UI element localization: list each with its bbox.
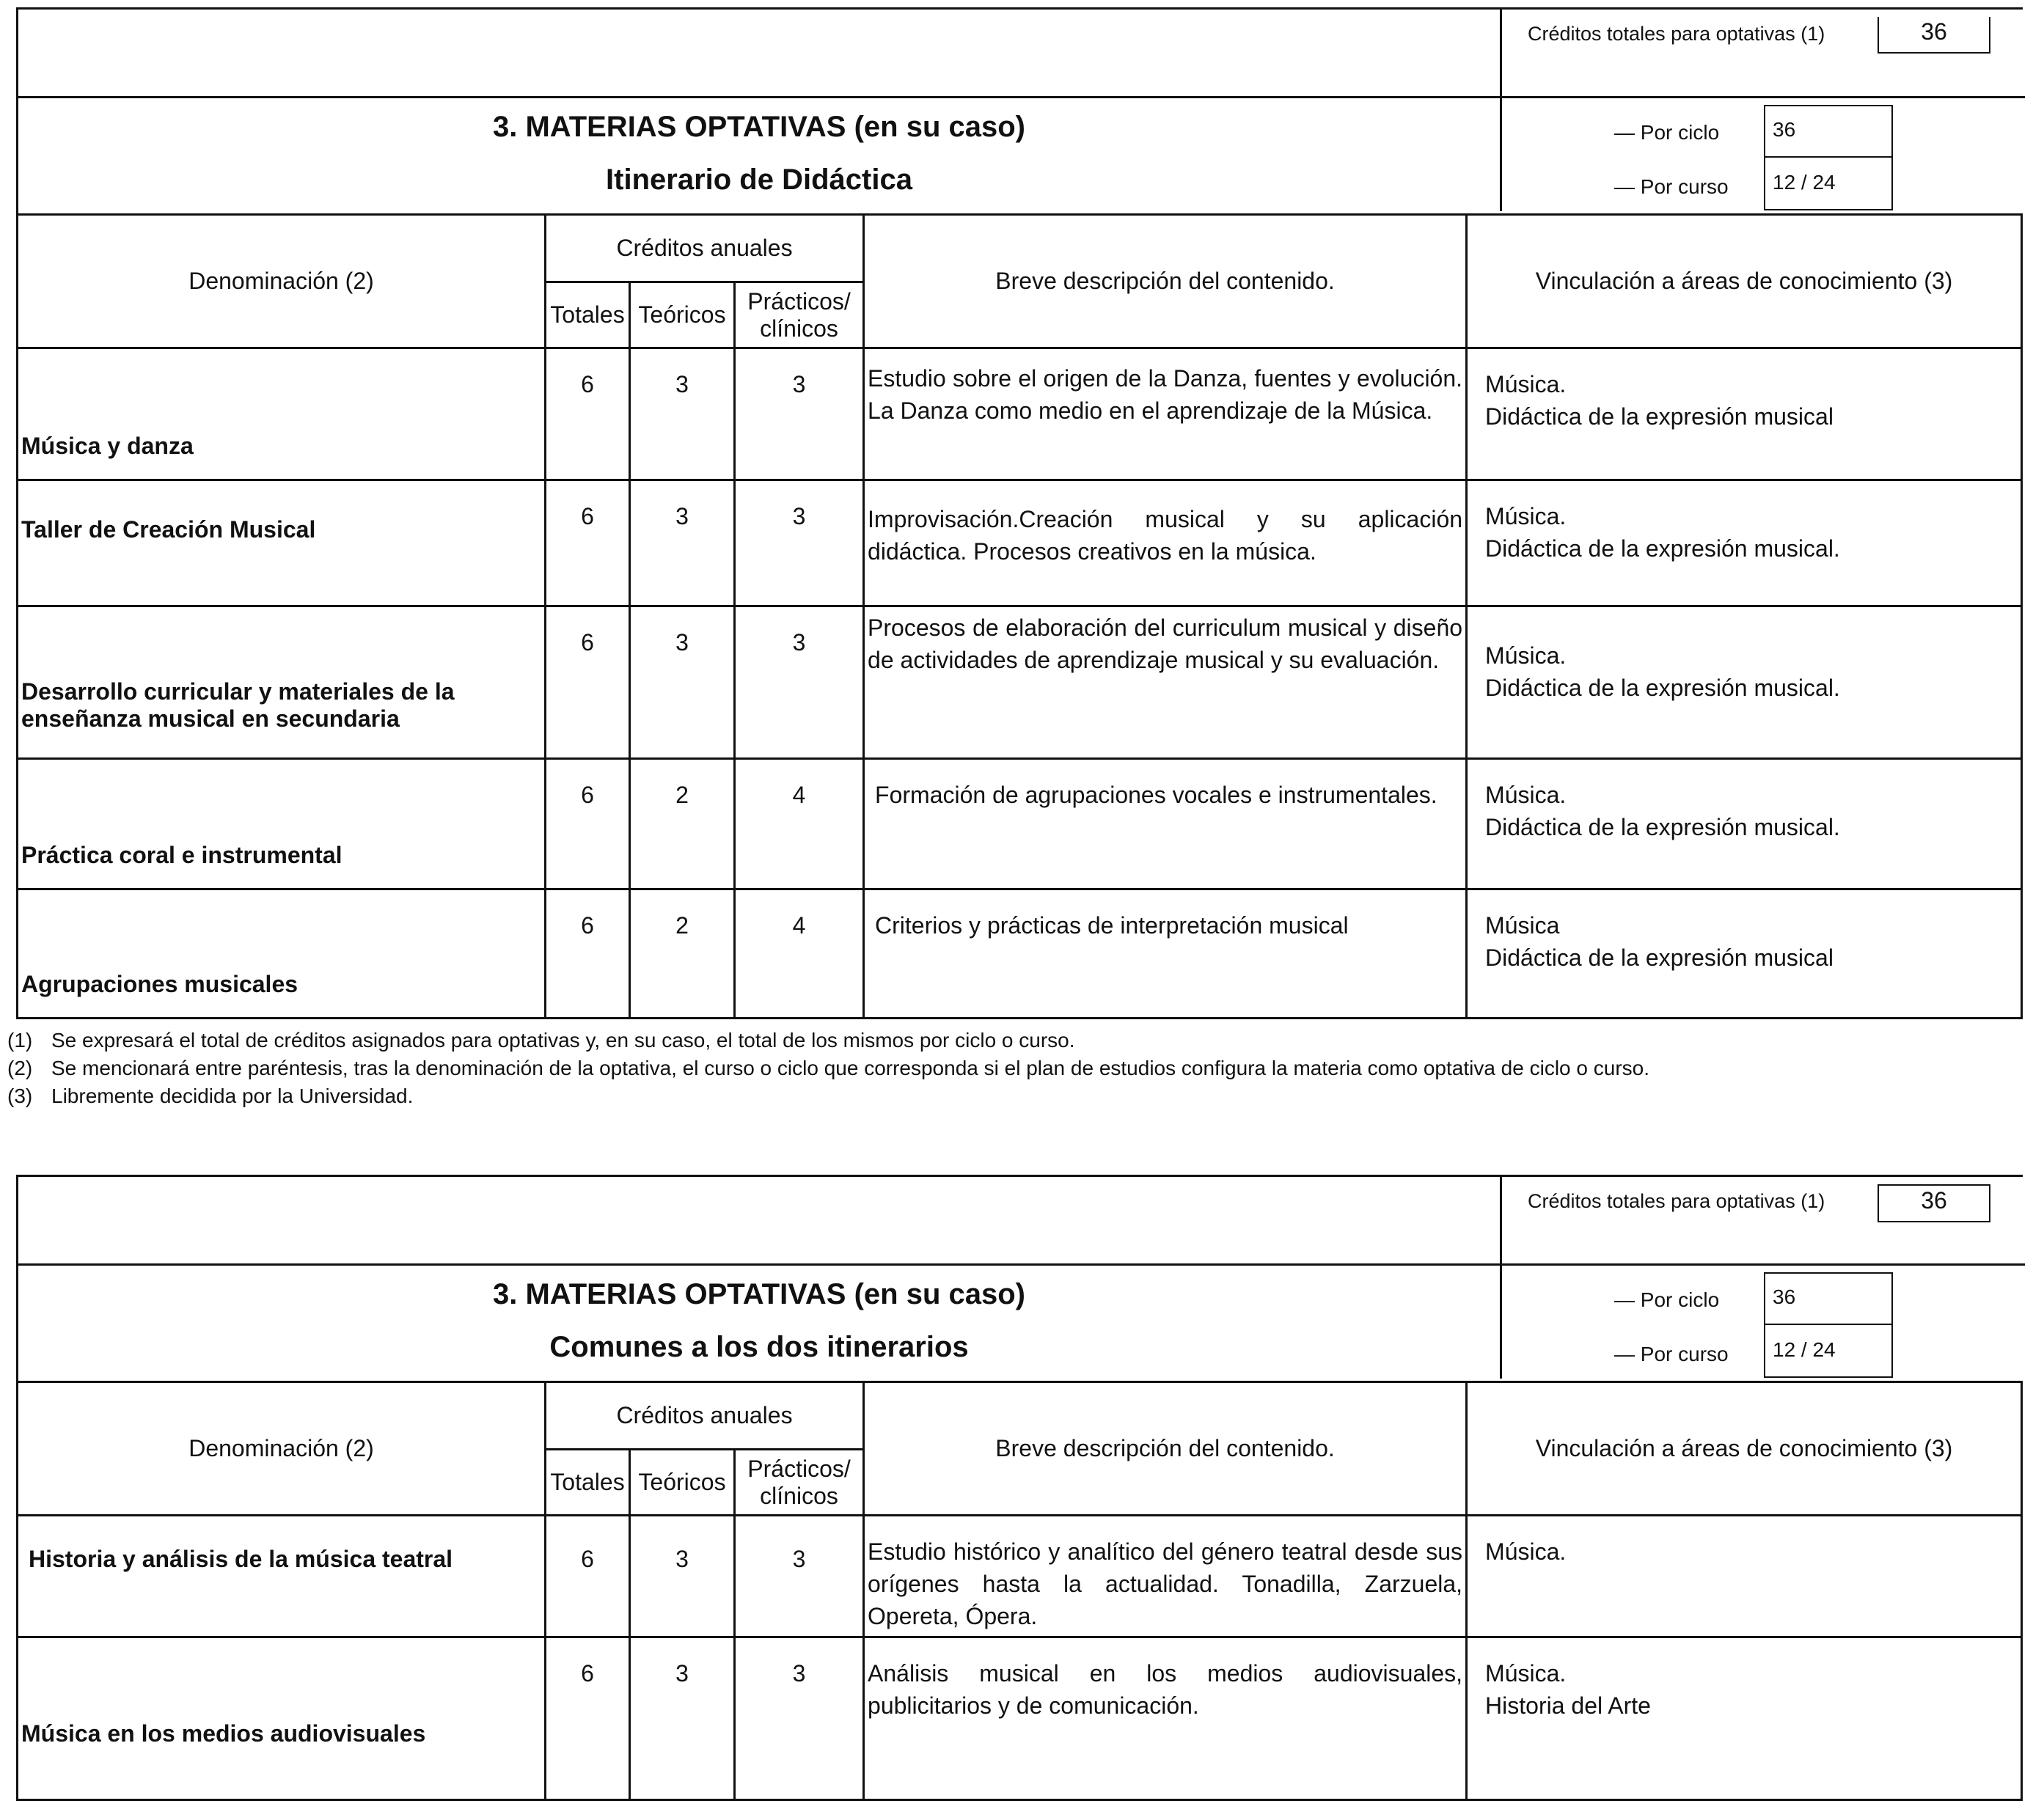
header-practicos: Prácticos/ clínicos	[735, 1450, 864, 1516]
footnote	[7, 1082, 1649, 1110]
header-title-cell	[18, 1263, 1502, 1379]
row-name: Música y danza	[18, 348, 546, 480]
optativas-block-comunes	[16, 1175, 2023, 1801]
row-teoricos: 3	[630, 1637, 735, 1800]
creditos-totales-label: Créditos totales para optativas (1)	[1528, 1190, 1825, 1212]
row-teoricos: 3	[630, 606, 735, 759]
por-curso-label: — Por curso	[1614, 1343, 1729, 1365]
header-creditos-anuales: Créditos anuales	[546, 1382, 864, 1450]
row-totales: 6	[546, 480, 630, 606]
por-ciclo-label: — Por ciclo	[1614, 121, 1720, 144]
row-vinculacion	[1467, 1516, 2022, 1637]
row-vinculacion	[1467, 480, 2022, 606]
area-line: Didáctica de la expresión musical.	[1485, 814, 1840, 840]
row-vinculacion	[1467, 889, 2022, 1019]
block-subtitle: Comunes a los dos itinerarios	[549, 1331, 969, 1363]
area-line: Música.	[1485, 782, 1567, 808]
footnote-text: Libremente decidida por la Universidad.	[51, 1085, 414, 1107]
row-teoricos: 3	[630, 480, 735, 606]
block-subtitle: Itinerario de Didáctica	[606, 164, 912, 196]
row-teoricos: 3	[630, 348, 735, 480]
row-descripcion: Formación de agrupaciones vocales e instrumentales.	[864, 759, 1467, 889]
por-ciclo-label: — Por ciclo	[1614, 1288, 1720, 1311]
row-totales: 6	[546, 348, 630, 480]
row-teoricos: 3	[630, 1516, 735, 1637]
header-totales: Totales	[546, 282, 630, 348]
row-name: Agrupaciones musicales	[18, 889, 546, 1019]
row-descripcion: Procesos de elaboración del curriculum musical y diseño de actividades de aprendizaje musical y su evaluación.	[864, 606, 1467, 759]
header-vinculacion: Vinculación a áreas de conocimiento (3)	[1467, 215, 2022, 348]
row-descripcion: Improvisación.Creación musical y su aplicación didáctica. Procesos creativos en la música.	[864, 480, 1467, 606]
row-name: Desarrollo curricular y materiales de la enseñanza musical en secundaria	[18, 606, 546, 759]
table-row	[18, 1516, 2022, 1637]
table-row	[18, 889, 2022, 1019]
area-line: Música	[1485, 912, 1560, 939]
table-row	[18, 606, 2022, 759]
row-vinculacion	[1467, 1637, 2022, 1800]
header-title-cell	[18, 96, 1502, 211]
por-curso-value: 12 / 24	[1764, 158, 1893, 210]
creditos-totales-value: 36	[1878, 17, 1990, 54]
header-vinculacion: Vinculación a áreas de conocimiento (3)	[1467, 1382, 2022, 1516]
row-descripcion: Análisis musical en los medios audiovisuales, publicitarios y de comunicación.	[864, 1637, 1467, 1800]
area-line: Música.	[1485, 1660, 1567, 1687]
row-name: Historia y análisis de la música teatral	[18, 1516, 546, 1637]
creditos-totales-value: 36	[1878, 1184, 1990, 1222]
divider	[1500, 1263, 2025, 1266]
area-line: Historia del Arte	[1485, 1692, 1651, 1719]
row-totales: 6	[546, 606, 630, 759]
area-line: Música.	[1485, 642, 1567, 669]
row-vinculacion	[1467, 606, 2022, 759]
table-row	[18, 348, 2022, 480]
area-line: Didáctica de la expresión musical	[1485, 944, 1834, 971]
row-practicos: 3	[735, 480, 864, 606]
footnote	[7, 1054, 1649, 1082]
header-practicos: Prácticos/ clínicos	[735, 282, 864, 348]
creditos-totales-label: Créditos totales para optativas (1)	[1528, 23, 1825, 45]
header-empty-cell	[18, 1177, 1502, 1266]
table-row	[18, 759, 2022, 889]
header-descripcion: Breve descripción del contenido.	[864, 1382, 1467, 1516]
table-row	[18, 1637, 2022, 1800]
divider	[1500, 96, 2025, 98]
optativas-block-didactica	[16, 7, 2023, 1019]
footnote-number: (1)	[7, 1029, 33, 1052]
area-line: Didáctica de la expresión musical.	[1485, 675, 1840, 701]
block-title: 3. MATERIAS OPTATIVAS (en su caso)	[492, 111, 1025, 143]
row-descripcion: Criterios y prácticas de interpretación musical	[864, 889, 1467, 1019]
row-descripcion: Estudio sobre el origen de la Danza, fuentes y evolución. La Danza como medio en el aprendizaje de la Música.	[864, 348, 1467, 480]
block-title: 3. MATERIAS OPTATIVAS (en su caso)	[492, 1278, 1025, 1310]
optativas-table	[16, 213, 2023, 1019]
footnote-text: Se mencionará entre paréntesis, tras la denominación de la optativa, el curso o ciclo que corresponda si el plan de estudios configura la materia como optativa de ciclo o curso.	[51, 1057, 1649, 1079]
optativas-table	[16, 1381, 2023, 1801]
row-practicos: 4	[735, 889, 864, 1019]
row-vinculacion	[1467, 348, 2022, 480]
area-line: Música.	[1485, 503, 1567, 529]
row-teoricos: 2	[630, 889, 735, 1019]
header-totales: Totales	[546, 1450, 630, 1516]
row-name: Música en los medios audiovisuales	[18, 1637, 546, 1800]
row-practicos: 3	[735, 348, 864, 480]
area-line: Música.	[1485, 1538, 1567, 1565]
row-practicos: 3	[735, 1516, 864, 1637]
footnote-number: (3)	[7, 1085, 33, 1107]
footnote-number: (2)	[7, 1057, 33, 1079]
header-teoricos: Teóricos	[630, 1450, 735, 1516]
header-teoricos: Teóricos	[630, 282, 735, 348]
row-totales: 6	[546, 889, 630, 1019]
row-totales: 6	[546, 1516, 630, 1637]
footnote-text: Se expresará el total de créditos asignados para optativas y, en su caso, el total de los mismos por ciclo o curso.	[51, 1029, 1075, 1052]
row-practicos: 4	[735, 759, 864, 889]
footnote	[7, 1027, 1649, 1054]
header-empty-cell	[18, 10, 1502, 98]
header-descripcion: Breve descripción del contenido.	[864, 215, 1467, 348]
area-line: Didáctica de la expresión musical.	[1485, 535, 1840, 562]
por-curso-value: 12 / 24	[1764, 1325, 1893, 1378]
por-ciclo-value: 36	[1764, 105, 1893, 158]
row-name: Taller de Creación Musical	[18, 480, 546, 606]
por-curso-label: — Por curso	[1614, 175, 1729, 198]
row-totales: 6	[546, 1637, 630, 1800]
header-creditos-anuales: Créditos anuales	[546, 215, 864, 282]
block-header	[16, 7, 2023, 213]
row-totales: 6	[546, 759, 630, 889]
footnotes	[7, 1027, 1649, 1110]
table-row	[18, 480, 2022, 606]
row-descripcion: Estudio histórico y analítico del género teatral desde sus orígenes hasta la actualidad. Tonadilla, Zarzuela, Opereta, Ópera.	[864, 1516, 1467, 1637]
row-practicos: 3	[735, 606, 864, 759]
area-line: Didáctica de la expresión musical	[1485, 403, 1834, 430]
row-vinculacion	[1467, 759, 2022, 889]
row-name: Práctica coral e instrumental	[18, 759, 546, 889]
block-header	[16, 1175, 2023, 1381]
por-ciclo-value: 36	[1764, 1272, 1893, 1325]
row-teoricos: 2	[630, 759, 735, 889]
area-line: Música.	[1485, 371, 1567, 397]
header-denominacion: Denominación (2)	[18, 215, 546, 348]
header-denominacion: Denominación (2)	[18, 1382, 546, 1516]
row-practicos: 3	[735, 1637, 864, 1800]
